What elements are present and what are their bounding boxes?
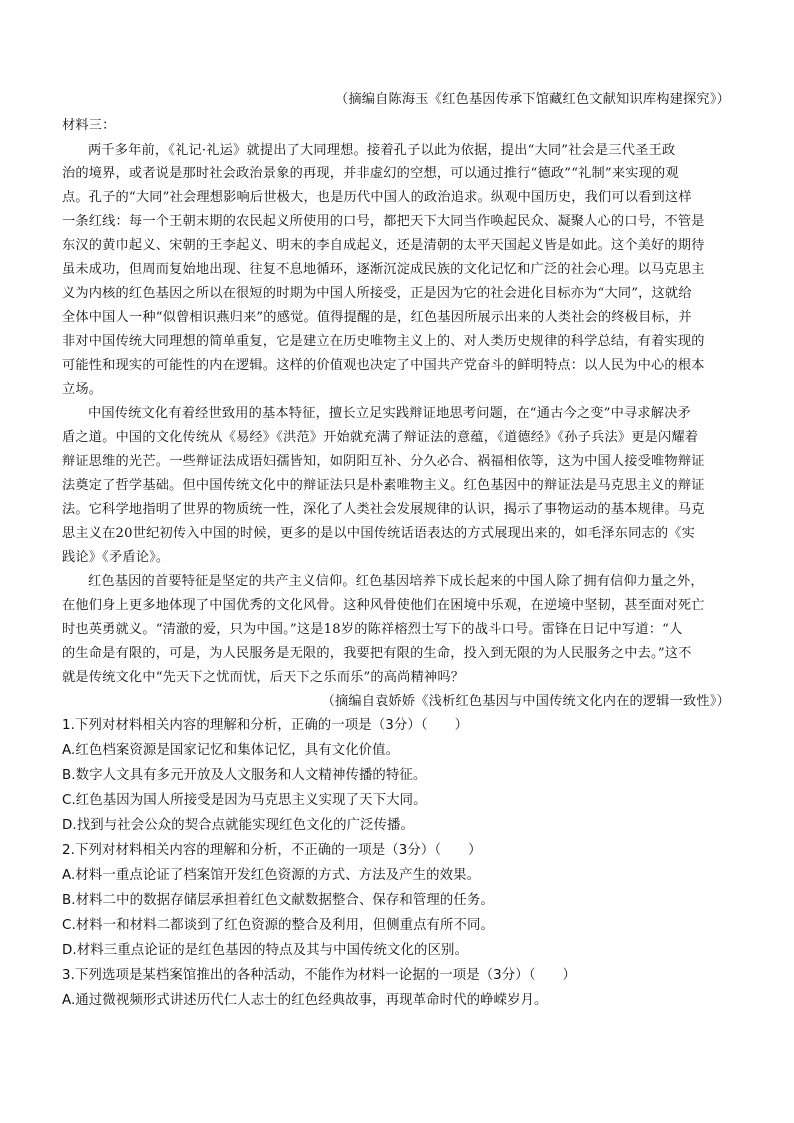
question-2-option-a: A.材料一重点论证了档案馆开发红色资源的方式、方法及产生的效果。 <box>62 868 481 883</box>
para1-line: 全体中国人一种“似曾相识燕归来”的感觉。值得提醒的是，红色基因所展示出来的人类社会的终极目标，并 <box>62 310 692 325</box>
para1-line: 东汉的黄巾起义、宋朝的王李起义、明末的李自成起义，还是清朝的太平天国起义皆是如此。这个美好的期待 <box>62 238 705 253</box>
material3-heading: 材料三： <box>62 118 116 133</box>
question-3-stem: 3.下列选项是某档案馆推出的各种活动，不能作为材料一论据的一项是（3分）（ ） <box>62 968 577 983</box>
para1-line: 立场。 <box>62 382 103 397</box>
question-1-stem: 1.下列对材料相关内容的理解和分析，正确的一项是（3分）（ ） <box>62 718 469 733</box>
para1-line: 两千多年前，《礼记·礼运》就提出了大同理想。接着孔子以此为依据，提出“大同”社会是三代圣王政 <box>88 143 676 158</box>
para3-line: 在他们身上更多地体现了中国优秀的文化风骨。这种风骨使他们在困境中乐观，在逆境中坚韧，甚至面对死亡 <box>62 598 705 613</box>
para2-line: 思主义在20世纪初传入中国的时候，更多的是以中国传统话语表达的方式展现出来的，如毛泽东同志的《实 <box>62 526 696 541</box>
para1-line: 治的境界，或者说是那时社会政治景象的再现，并非虚幻的空想，可以通过推行“德政”“礼制”来实现的观 <box>62 166 679 181</box>
para2-line: 盾之道。中国的文化传统从《易经》《洪范》开始就充满了辩证法的意蕴，《道德经》《孙子兵法》更是闪耀着 <box>62 430 699 445</box>
para1-line: 点。孔子的“大同”社会理想影响后世极大，也是历代中国人的政治追求。纵观中国历史，我们可以看到这样 <box>62 190 692 205</box>
para2-line: 法。它科学地指明了世界的物质统一性，深化了人类社会发展规律的认识，揭示了事物运动的基本规律。马克 <box>62 502 705 517</box>
question-1-option-a: A.红色档案资源是国家记忆和集体记忆，具有文化价值。 <box>62 743 400 758</box>
para2-line: 辩证思维的光芒。一些辩证法成语妇孺皆知，如阴阳互补、分久必合、祸福相依等，这为中国人接受唯物辩证 <box>62 454 705 469</box>
para3-line: 就是传统文化中“先天下之忧而忧，后天下之乐而乐”的高尚精神吗？ <box>62 670 465 685</box>
source-citation-2: （摘编自袁娇娇《浅析红色基因与中国传统文化内在的逻辑一致性》） <box>321 694 730 709</box>
question-1-option-d: D.找到与社会公众的契合点就能实现红色文化的广泛传播。 <box>62 818 415 833</box>
para3-line: 红色基因的首要特征是坚定的共产主义信仰。红色基因培养下成长起来的中国人除了拥有信仰力量之外， <box>88 574 704 589</box>
question-2-option-d: D.材料三重点论证的是红色基因的特点及其与中国传统文化的区别。 <box>62 943 468 958</box>
question-3-option-a: A.通过微视频形式讲述历代仁人志士的红色经典故事，再现革命时代的峥嵘岁月。 <box>62 993 548 1008</box>
para1-line: 义为内核的红色基因之所以在很短的时期为中国人所接受，正是因为它的社会进化目标亦为“大同”，这就给 <box>62 286 692 301</box>
question-2-stem: 2.下列对材料相关内容的理解和分析，不正确的一项是（3分）（ ） <box>62 843 482 858</box>
para1-line: 可能性和现实的可能性的内在逻辑。这样的价值观也决定了中国共产党奋斗的鲜明特点：以人民为中心的根本 <box>62 358 705 373</box>
question-2-option-b: B.材料二中的数据存储层承担着红色文献数据整合、保存和管理的任务。 <box>62 893 494 908</box>
question-1-option-b: B.数字人文具有多元开放及人文服务和人文精神传播的特征。 <box>62 768 427 783</box>
para2-line: 践论》《矛盾论》。 <box>62 550 170 565</box>
para2-line: 中国传统文化有着经世致用的基本特征，擅长立足实践辩证地思考问题，在“通古今之变”中寻求解决矛 <box>88 406 691 421</box>
para3-line: 时也英勇就义。“清澈的爱，只为中国。”这是18岁的陈祥榕烈士写下的战斗口号。雷锋在日记中写道：“人 <box>62 622 683 637</box>
question-2-option-c: C.材料一和材料二都谈到了红色资源的整合及利用，但侧重点有所不同。 <box>62 918 495 933</box>
para1-line: 一条红线：每一个王朝末期的农民起义所使用的口号，都把天下大同当作唤起民众、凝聚人心的口号，不管是 <box>62 214 705 229</box>
source-citation-1: （摘编自陈海玉《红色基因传承下馆藏红色文献知识库构建探究》） <box>334 92 730 107</box>
para2-line: 法奠定了哲学基础。但中国传统文化中的辩证法只是朴素唯物主义。红色基因中的辩证法是马克思主义的辩证 <box>62 478 705 493</box>
para1-line: 虽未成功，但周而复始地出现、往复不息地循环，逐渐沉淀成民族的文化记忆和广泛的社会心理。以马克思主 <box>62 262 705 277</box>
question-1-option-c: C.红色基因为国人所接受是因为马克思主义实现了天下大同。 <box>62 793 427 808</box>
para1-line: 非对中国传统大同理想的简单重复，它是建立在历史唯物主义上的、对人类历史规律的科学总结，有着实现的 <box>62 334 705 349</box>
para3-line: 的生命是有限的，可是，为人民服务是无限的，我要把有限的生命，投入到无限的为人民服务之中去。”这不 <box>62 646 692 661</box>
